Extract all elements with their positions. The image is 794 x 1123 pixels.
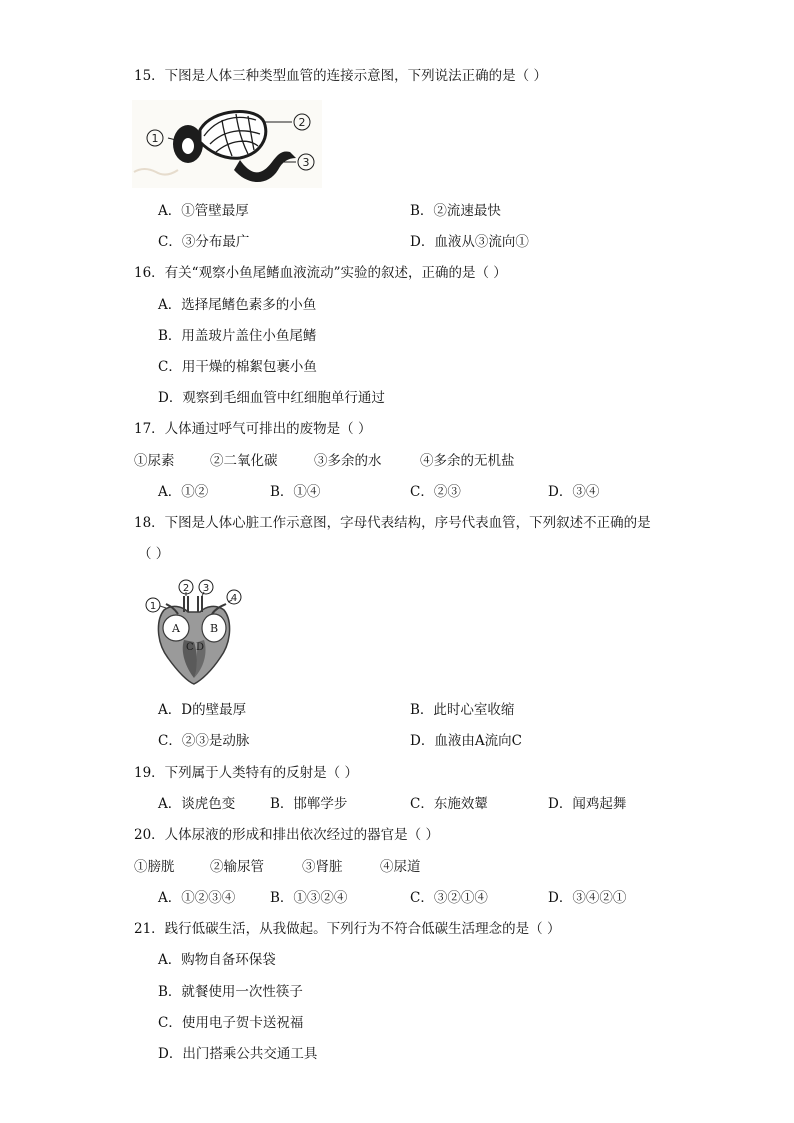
question-20-stem: 20．人体尿液的形成和排出依次经过的器官是（ ）: [134, 827, 439, 843]
q17-item-3: ③多余的水: [314, 453, 382, 469]
question-18-stem: 18．下图是人体心脏工作示意图，字母代表结构，序号代表血管，下列叙述不正确的是: [134, 515, 651, 531]
q19-option-d[interactable]: D．闻鸡起舞: [548, 796, 627, 812]
q19-option-a[interactable]: A．谈虎色变: [158, 796, 236, 812]
q19-option-c[interactable]: C．东施效颦: [410, 796, 488, 812]
question-18-stem-cont: （ ）: [138, 546, 170, 562]
q20-option-b[interactable]: B．①③②④: [270, 890, 348, 906]
q21-option-a[interactable]: A．购物自备环保袋: [158, 952, 276, 968]
heart-label-4: 4: [230, 593, 238, 604]
q17-option-a[interactable]: A．①②: [158, 484, 209, 500]
q17-item-4: ④多余的无机盐: [420, 453, 515, 469]
q21-option-d[interactable]: D．出门搭乘公共交通工具: [158, 1046, 318, 1062]
q21-option-b[interactable]: B．就餐使用一次性筷子: [158, 984, 303, 1000]
q18-option-c[interactable]: C．②③是动脉: [158, 733, 250, 749]
heart-letter-a: A: [172, 622, 180, 635]
label-3: 3: [302, 156, 310, 169]
q20-item-2: ②输尿管: [210, 859, 264, 875]
q20-item-4: ④尿道: [380, 859, 421, 875]
q15-option-a[interactable]: A．①管壁最厚: [158, 203, 249, 219]
question-17-stem: 17．人体通过呼气可排出的废物是（ ）: [134, 421, 372, 437]
heart-label-2: 2: [182, 583, 190, 594]
q19-option-b[interactable]: B．邯郸学步: [270, 796, 348, 812]
q20-option-a[interactable]: A．①②③④: [158, 890, 236, 906]
label-2: 2: [298, 116, 306, 129]
q16-option-d[interactable]: D．观察到毛细血管中红细胞单行通过: [158, 390, 385, 406]
heart-letter-c: C: [186, 642, 194, 653]
question-19-stem: 19．下列属于人类特有的反射是（ ）: [134, 765, 358, 781]
question-16-stem: 16．有关“观察小鱼尾鳍血液流动”实验的叙述，正确的是（ ）: [134, 265, 507, 281]
heart-letter-b: B: [210, 622, 219, 635]
q17-item-2: ②二氧化碳: [210, 453, 278, 469]
q17-option-d[interactable]: D．③④: [548, 484, 600, 500]
q18-option-d[interactable]: D．血液由A流向C: [410, 733, 522, 749]
q17-option-c[interactable]: C．②③: [410, 484, 461, 500]
q18-option-a[interactable]: A．D的壁最厚: [158, 702, 247, 718]
q20-option-d[interactable]: D．③④②①: [548, 890, 627, 906]
blood-vessel-diagram: [132, 100, 322, 188]
q15-option-c[interactable]: C．③分布最广: [158, 234, 250, 250]
question-15-stem: 15．下图是人体三种类型血管的连接示意图，下列说法正确的是（ ）: [134, 68, 547, 84]
heart-label-1: 1: [149, 601, 157, 612]
label-1: 1: [151, 132, 159, 145]
q15-option-b[interactable]: B．②流速最快: [410, 203, 501, 219]
q20-option-c[interactable]: C．③②①④: [410, 890, 488, 906]
q16-option-c[interactable]: C．用干燥的棉絮包裹小鱼: [158, 359, 317, 375]
heart-label-3: 3: [202, 583, 210, 594]
heart-diagram: [140, 578, 248, 686]
question-21-stem: 21．践行低碳生活，从我做起。下列行为不符合低碳生活理念的是（ ）: [134, 921, 561, 937]
q15-option-d[interactable]: D．血液从③流向①: [410, 234, 529, 250]
q16-option-b[interactable]: B．用盖玻片盖住小鱼尾鳍: [158, 328, 317, 344]
heart-letter-d: D: [196, 642, 205, 653]
q18-option-b[interactable]: B．此时心室收缩: [410, 702, 515, 718]
q16-option-a[interactable]: A．选择尾鳍色素多的小鱼: [158, 297, 317, 313]
q20-item-3: ③肾脏: [302, 859, 343, 875]
q20-item-1: ①膀胱: [134, 859, 175, 875]
q17-option-b[interactable]: B．①④: [270, 484, 321, 500]
q21-option-c[interactable]: C．使用电子贺卡送祝福: [158, 1015, 304, 1031]
q17-item-1: ①尿素: [134, 453, 175, 469]
